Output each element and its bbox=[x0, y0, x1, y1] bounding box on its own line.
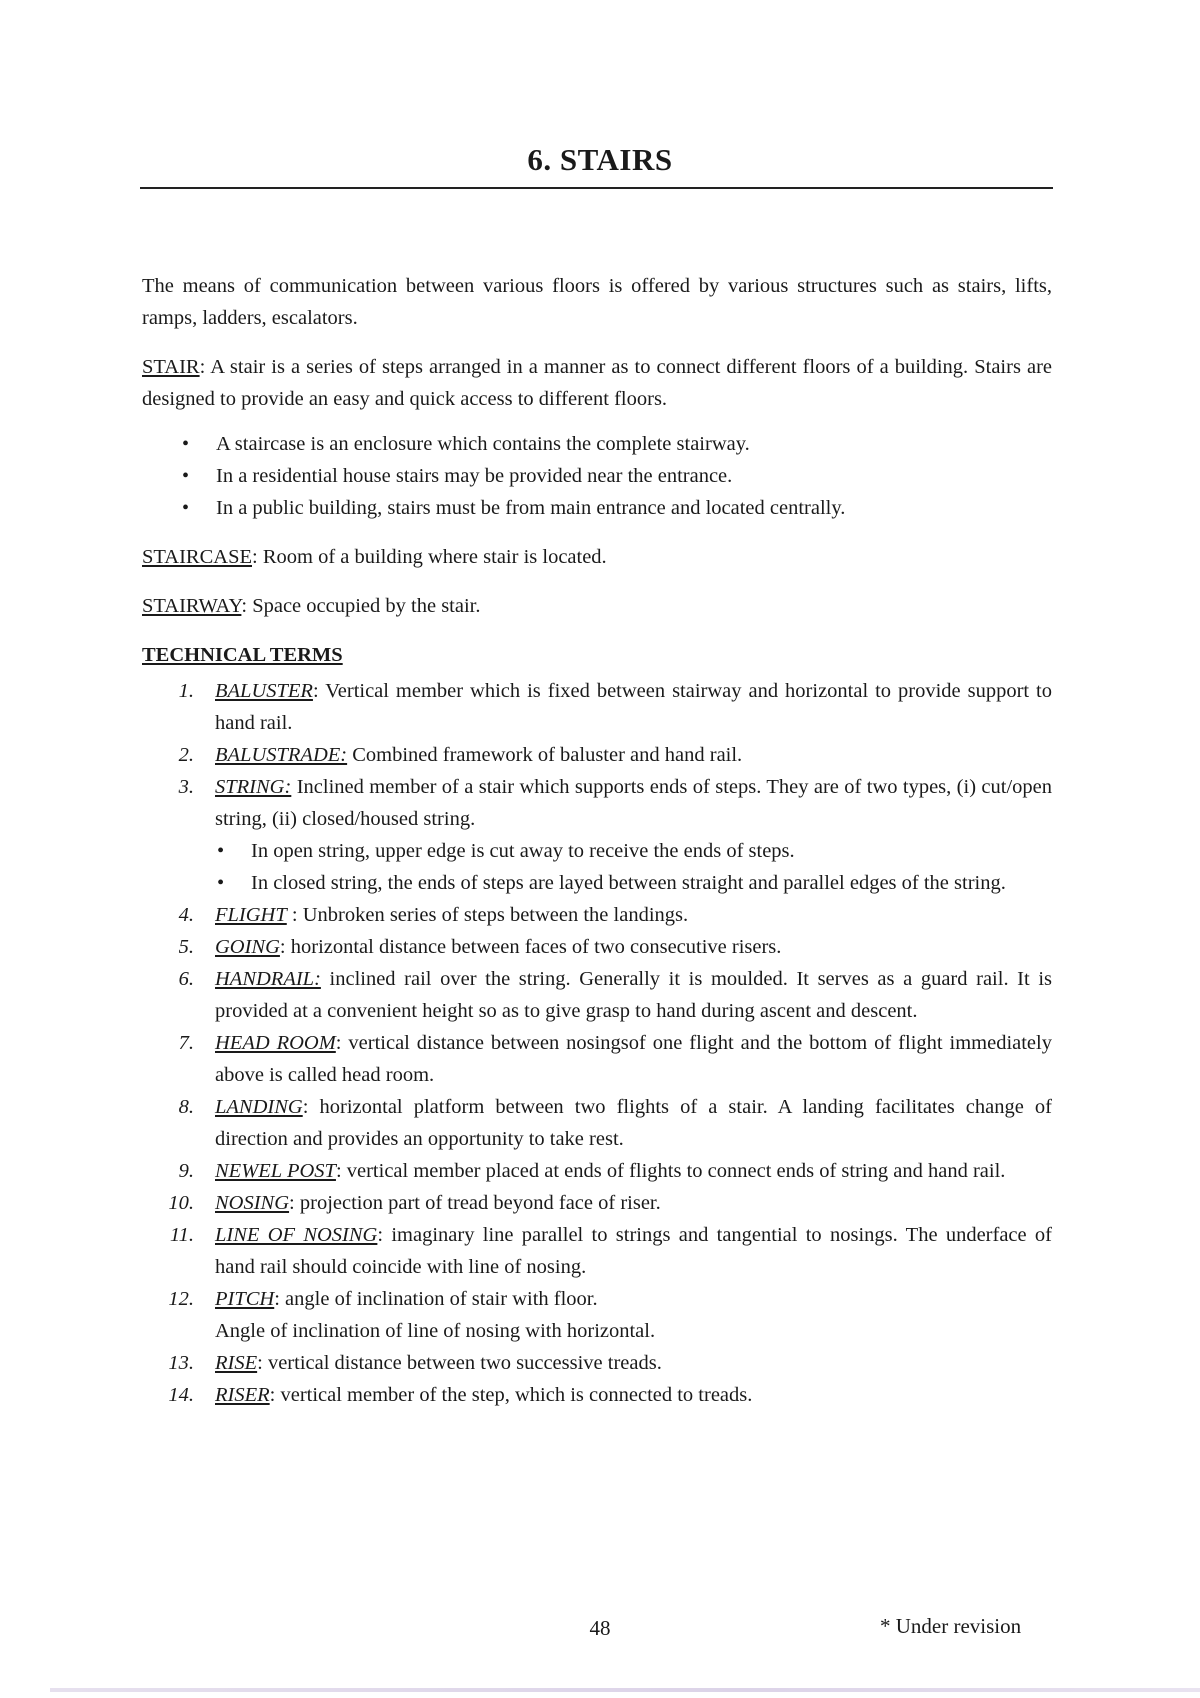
term-number: 1. bbox=[178, 680, 194, 702]
term-text: : imaginary line parallel to strings and tangential to nosings. The underface of hand rail should coincide with line of nosing. bbox=[215, 1224, 1052, 1278]
term-name: BALUSTER bbox=[215, 680, 313, 702]
term-item-handrail bbox=[142, 963, 1052, 1027]
title-rule bbox=[140, 187, 1053, 189]
term-item-nosing bbox=[142, 1187, 1052, 1219]
term-name: HEAD ROOM bbox=[215, 1032, 336, 1054]
scan-edge-band bbox=[50, 1688, 1200, 1692]
term-item-landing bbox=[142, 1091, 1052, 1155]
term-name: NOSING bbox=[215, 1192, 290, 1214]
term-name: RISE bbox=[215, 1352, 258, 1374]
term-name: PITCH bbox=[215, 1288, 275, 1310]
stairway-definition bbox=[142, 590, 1052, 622]
term-name: LINE OF NOSING bbox=[215, 1224, 378, 1246]
stair-definition bbox=[142, 351, 1052, 415]
staircase-term: STAIRCASE bbox=[142, 546, 252, 568]
term-number: 5. bbox=[178, 936, 194, 958]
term-name: FLIGHT bbox=[215, 904, 287, 926]
term-text: : angle of inclination of stair with floor. bbox=[274, 1288, 598, 1310]
list-item: • In a public building, stairs must be from main entrance and located centrally. bbox=[182, 492, 1052, 524]
term-item-going bbox=[142, 931, 1052, 963]
term-text: Inclined member of a stair which supports ends of steps. They are of two types, (i) cut/open string, (ii) closed/housed string. bbox=[215, 776, 1052, 830]
term-text: : vertical member of the step, which is connected to treads. bbox=[269, 1384, 753, 1406]
term-number: 4. bbox=[178, 904, 194, 926]
term-number: 11. bbox=[169, 1224, 194, 1246]
term-name: RISER bbox=[215, 1384, 270, 1406]
staircase-text: : Room of a building where stair is located. bbox=[252, 546, 607, 568]
stair-term: STAIR bbox=[142, 356, 200, 378]
term-text: : vertical distance between two successive treads. bbox=[257, 1352, 662, 1374]
staircase-definition bbox=[142, 541, 1052, 573]
term-extra-text: Angle of inclination of line of nosing with horizontal. bbox=[215, 1320, 656, 1342]
term-item-rise bbox=[142, 1347, 1052, 1379]
term-number: 9. bbox=[178, 1160, 194, 1182]
stairway-term: STAIRWAY bbox=[142, 595, 242, 617]
term-number: 2. bbox=[178, 744, 194, 766]
page-title: 6. STAIRS bbox=[527, 142, 673, 177]
term-number: 3. bbox=[178, 776, 194, 798]
list-item: • In closed string, the ends of steps are layed between straight and parallel edges of the string. bbox=[215, 867, 1052, 899]
term-number: 6. bbox=[178, 968, 194, 990]
list-item: • A staircase is an enclosure which contains the complete stairway. bbox=[182, 428, 1052, 460]
intro-paragraph: The means of communication between various floors is offered by various structures such as stairs, lifts, ramps, ladders, escalators. bbox=[142, 275, 1052, 329]
term-number: 12. bbox=[168, 1288, 194, 1310]
term-item-line-of-nosing bbox=[142, 1219, 1052, 1283]
term-number: 8. bbox=[178, 1096, 194, 1118]
term-number: 7. bbox=[178, 1032, 194, 1054]
term-number: 10. bbox=[168, 1192, 194, 1214]
term-name: GOING bbox=[215, 936, 280, 958]
term-text: : Vertical member which is fixed between stairway and horizontal to provide support to hand rail. bbox=[215, 680, 1052, 734]
term-text: : horizontal platform between two flights of a stair. A landing facilitates change of direction and provides an opportunity to take rest. bbox=[215, 1096, 1052, 1150]
term-text: : Unbroken series of steps between the landings. bbox=[286, 904, 689, 926]
term-text: : vertical member placed at ends of flights to connect ends of string and hand rail. bbox=[335, 1160, 1006, 1182]
term-name: NEWEL POST bbox=[215, 1160, 336, 1182]
term-item-flight bbox=[142, 899, 1052, 931]
term-item-newel-post bbox=[142, 1155, 1052, 1187]
term-text: inclined rail over the string. Generally it is moulded. It serves as a guard rail. It is provided at a convenient height so as to give grasp to hand during ascent and descent. bbox=[215, 968, 1052, 1022]
stair-text: : A stair is a series of steps arranged in a manner as to connect different floors of a building. Stairs are designed to provide an easy and quick access to different floors. bbox=[142, 356, 1052, 410]
term-item-baluster bbox=[142, 675, 1052, 739]
string-sub-list bbox=[215, 835, 1052, 899]
technical-terms-heading: TECHNICAL TERMS bbox=[142, 644, 343, 666]
term-item-head-room bbox=[142, 1027, 1052, 1091]
technical-terms-list bbox=[142, 675, 1052, 1411]
term-item-riser bbox=[142, 1379, 1052, 1411]
term-name: HANDRAIL: bbox=[215, 968, 321, 990]
term-item-balustrade bbox=[142, 739, 1052, 771]
term-name: STRING: bbox=[215, 776, 292, 798]
term-name: BALUSTRADE: bbox=[215, 744, 348, 766]
term-number: 13. bbox=[168, 1352, 194, 1374]
term-number: 14. bbox=[168, 1384, 194, 1406]
term-text: : horizontal distance between faces of two consecutive risers. bbox=[279, 936, 782, 958]
stairway-text: : Space occupied by the stair. bbox=[241, 595, 481, 617]
term-text: Combined framework of baluster and hand rail. bbox=[347, 744, 743, 766]
stair-bullet-list bbox=[142, 428, 1052, 524]
revision-note: * Under revision bbox=[880, 1614, 1022, 1638]
list-item: • In a residential house stairs may be provided near the entrance. bbox=[182, 460, 1052, 492]
page-content bbox=[142, 270, 1052, 1411]
term-text: : vertical distance between nosingsof one flight and the bottom of flight immediately above is called head room. bbox=[215, 1032, 1052, 1086]
page-number: 48 bbox=[589, 1616, 611, 1640]
term-name: LANDING bbox=[215, 1096, 303, 1118]
term-item-pitch bbox=[142, 1283, 1052, 1347]
list-item: • In open string, upper edge is cut away to receive the ends of steps. bbox=[215, 835, 1052, 867]
term-text: : projection part of tread beyond face of riser. bbox=[289, 1192, 661, 1214]
term-item-string bbox=[142, 771, 1052, 899]
